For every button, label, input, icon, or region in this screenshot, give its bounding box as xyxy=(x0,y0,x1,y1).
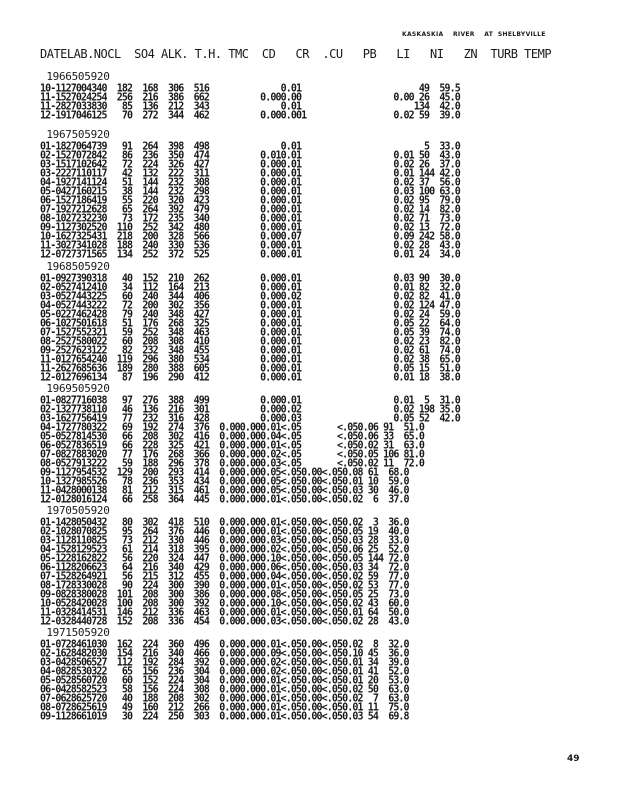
table-row: 03-0527443225 60 240 344 406 0.000.02 0.02 82 41.0 xyxy=(40,290,460,303)
station-title: KASKASKIA RIVER AT SHELBYVILLE xyxy=(402,31,546,38)
year-label: 1970505920 xyxy=(40,504,110,517)
table-row: 11-0428000138 81 212 315 461 0.000.000.05<.050.00<.050.03 30 46.0 xyxy=(40,484,409,497)
year-label: 1969505920 xyxy=(40,382,110,395)
table-row: 09-1127302520 110 252 342 480 0.000.01 0.02 13 72.0 xyxy=(40,221,460,234)
year-label: 1968505920 xyxy=(40,260,110,273)
year-label: 1967505920 xyxy=(40,128,110,141)
table-row: 01-1428050432 80 302 418 510 0.000.000.01<.050.00<.050.02 3 36.0 xyxy=(40,516,409,529)
table-row: 07-1528264921 56 215 312 455 0.000.000.04<.050.00<.050.02 59 77.0 xyxy=(40,570,409,583)
table-row: 04-0828530322 65 156 236 304 0.000.000.02<.050.00<.050.01 41 52.0 xyxy=(40,665,409,678)
table-row: 10-1327985526 78 236 353 434 0.000.000.05<.050.00<.050.01 10 59.0 xyxy=(40,475,409,488)
table-row: 03-1517102642 72 224 326 427 0.000.01 0.02 26 37.0 xyxy=(40,158,460,171)
table-row: 08-0527913222 59 188 296 378 0.000.000.03<.05 <.050.02 11 72.0 xyxy=(40,457,425,470)
table-row: 11-3027341028 188 240 330 536 0.000.01 0.02 28 43.0 xyxy=(40,239,460,252)
table-row: 10-1127004340 182 168 306 516 0.01 49 59.5 xyxy=(40,82,460,95)
page-number: 49 xyxy=(567,754,580,764)
table-row: 08-1728330028 90 224 300 390 0.000.000.01<.050.00<.050.02 53 77.0 xyxy=(40,579,409,592)
table-row: 01-0827716038 97 276 388 499 0.000.01 0.01 5 31.0 xyxy=(40,394,460,407)
table-row: 06-1128206623 64 216 340 429 0.000.000.06<.050.00<.050.03 34 72.0 xyxy=(40,561,409,574)
table-row: 01-0927390318 40 152 210 262 0.000.01 0.03 90 30.0 xyxy=(40,272,460,285)
table-row: 07-1527552321 59 252 348 463 0.000.01 0.05 39 74.0 xyxy=(40,326,460,339)
year-block-1971 xyxy=(40,626,600,721)
table-row: 09-2527623122 82 232 348 455 0.000.01 0.02 61 74.0 xyxy=(40,344,460,357)
table-row: 04-1727780322 69 192 274 376 0.000.000.01<.05 <.050.06 91 51.0 xyxy=(40,421,425,434)
table-row: 05-0227462428 79 240 348 427 0.000.01 0.02 24 59.0 xyxy=(40,308,460,321)
table-row: 02-1527072842 86 236 350 474 0.010.01 0.01 50 43.0 xyxy=(40,149,460,162)
year-block-1970 xyxy=(40,504,600,626)
table-row: 03-0428506527 112 192 284 392 0.000.000.02<.050.00<.050.01 34 39.0 xyxy=(40,656,409,669)
table-row: 09-1128661019 30 224 250 303 0.000.000.01<.050.00<.050.03 54 69.8 xyxy=(40,710,409,723)
table-row: 11-0328414531 146 212 336 463 0.000.000.01<.050.00<.050.01 64 50.0 xyxy=(40,606,409,619)
table-row: 12-0328440728 152 208 336 454 0.000.000.03<.050.00<.050.02 28 43.0 xyxy=(40,615,409,628)
table-row: 09-0828380028 101 208 300 386 0.000.000.08<.050.00<.050.05 25 73.0 xyxy=(40,588,409,601)
table-row: 07-1927212628 65 264 392 479 0.000.01 0.02 14 82.0 xyxy=(40,203,460,216)
table-row: 08-0728625619 49 160 212 266 0.000.000.01<.050.00<.050.01 11 75.0 xyxy=(40,701,409,714)
table-row: 05-1228162822 56 220 324 447 0.000.000.10<.050.00<.050.05 144 72.0 xyxy=(40,552,409,565)
table-row: 04-0527443222 72 200 302 356 0.000.01 0.02 124 47.0 xyxy=(40,299,460,312)
table-row: 07-0628625720 40 188 208 302 0.000.000.01<.050.00<.050.02 7 63.0 xyxy=(40,692,409,705)
table-row: 03-2227110117 42 132 222 311 0.000.01 0.01 144 42.0 xyxy=(40,167,460,180)
table-row: 08-2527580022 60 208 308 410 0.000.01 0.02 23 82.0 xyxy=(40,335,460,348)
table-row: 02-1327738110 46 136 216 301 0.000.02 0.02 198 35.0 xyxy=(40,403,460,416)
table-row: 03-1128110825 73 212 330 446 0.000.000.03<.050.00<.050.03 28 33.0 xyxy=(40,534,409,547)
table-row: 04-1528129523 61 214 318 395 0.000.000.02<.050.00<.050.06 25 52.0 xyxy=(40,543,409,556)
table-row: 01-1827064739 91 264 398 498 0.01 5 33.0 xyxy=(40,140,460,153)
table-row: 02-1028070825 95 264 376 446 0.000.000.01<.050.00<.050.05 19 40.0 xyxy=(40,525,409,538)
table-row: 06-0428582523 58 156 224 308 0.000.000.01<.050.00<.050.02 50 63.0 xyxy=(40,683,409,696)
table-row: 02-1628482030 154 216 340 466 0.000.000.09<.050.00<.050.10 45 36.0 xyxy=(40,647,409,660)
table-row: 10-1627325431 218 200 328 566 0.000.07 0.09 242 58.0 xyxy=(40,230,460,243)
table-row: 12-0128016124 66 258 364 445 0.000.000.01<.050.00<.050.02 6 37.0 xyxy=(40,493,409,506)
table-row: 02-0527412410 34 112 164 213 0.000.01 0.01 82 32.0 xyxy=(40,281,460,294)
year-block-1968 xyxy=(40,260,600,382)
column-header: DATELAB.NOCL SO4 ALK. T.H. TMC CD CR .CU PB LI NI ZN TURB TEMP xyxy=(40,47,552,61)
table-row: 05-0527814530 66 208 302 416 0.000.000.04<.05 <.050.06 33 65.0 xyxy=(40,430,425,443)
table-row: 11-0127654240 119 296 380 534 0.000.01 0.02 38 65.0 xyxy=(40,353,460,366)
year-label: 1971505920 xyxy=(40,626,110,639)
table-row: 12-0127696134 87 196 290 412 0.000.01 0.01 18 38.0 xyxy=(40,371,460,384)
table-row: 09-1127954532 129 200 293 414 0.000.000.05<.050.00<.050.08 61 68.0 xyxy=(40,466,409,479)
table-row: 11-1527024254 256 216 386 662 0.000.00 0.00 26 45.0 xyxy=(40,91,460,104)
table-row: 04-1927141124 51 144 232 308 0.000.01 0.02 37 56.0 xyxy=(40,176,460,189)
year-block-1969 xyxy=(40,382,600,504)
table-row: 12-0727371565 134 252 372 525 0.000.01 0.01 24 34.0 xyxy=(40,248,460,261)
table-row: 06-1027501618 51 176 268 325 0.000.01 0.05 22 64.0 xyxy=(40,317,460,330)
table-row: 08-1027232230 73 172 235 340 0.000.01 0.02 71 73.0 xyxy=(40,212,460,225)
year-block-1967 xyxy=(40,128,600,259)
table-row: 05-0528560720 60 152 224 304 0.000.000.01<.050.00<.050.01 20 53.0 xyxy=(40,674,409,687)
table-row: 11-2627685636 189 280 388 605 0.000.01 0.05 15 51.0 xyxy=(40,362,460,375)
table-row: 06-1527186419 55 220 320 423 0.000.01 0.02 95 79.0 xyxy=(40,194,460,207)
table-row: 03-1627756419 77 232 316 428 0.000.03 0.05 52 42.0 xyxy=(40,412,460,425)
year-block-1966 xyxy=(40,70,600,120)
table-row: 01-0728461030 162 224 360 496 0.000.000.01<.050.00<.050.02 8 32.0 xyxy=(40,638,409,651)
year-label: 1966505920 xyxy=(40,70,110,83)
table-row: 10-0528420028 100 208 300 392 0.000.000.10<.050.00<.050.02 43 60.0 xyxy=(40,597,409,610)
table-row: 07-0827883020 77 176 268 366 0.000.000.02<.05 <.050.05 106 81.0 xyxy=(40,448,425,461)
table-row: 12-1917046125 70 272 344 462 0.000.001 0.02 59 39.0 xyxy=(40,109,460,122)
table-row: 06-0527836519 66 228 325 421 0.000.000.01<.05 <.050.02 31 63.0 xyxy=(40,439,425,452)
table-row: 11-2827033830 85 136 212 343 0.01 134 42.0 xyxy=(40,100,460,113)
table-row: 05-0427160215 38 144 232 298 0.000.01 0.03 100 63.0 xyxy=(40,185,460,198)
